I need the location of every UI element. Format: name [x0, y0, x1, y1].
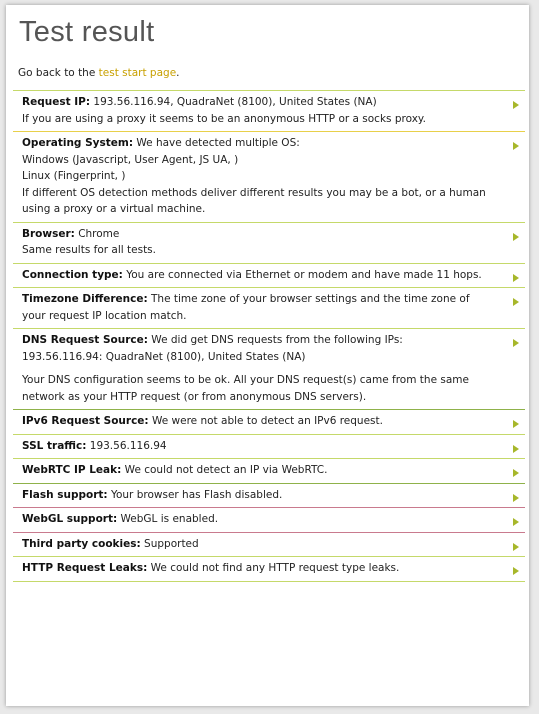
- row-text: [22, 267, 495, 284]
- row-value: Your browser has Flash disabled.: [110, 488, 283, 501]
- row-detail: Windows (Javascript, User Agent, JS UA, ): [22, 153, 239, 166]
- row-label: Timezone Difference:: [22, 293, 148, 305]
- row-detail: If different OS detection methods deliver different results you may be a bot, or a human using a proxy or a virtual machine.: [22, 186, 486, 215]
- row-text: [22, 94, 495, 111]
- row-label: SSL traffic:: [22, 439, 87, 452]
- row-flash-support[interactable]: [13, 484, 525, 509]
- row-detail: If you are using a proxy it seems to be an anonymous HTTP or a socks proxy.: [22, 112, 426, 125]
- expand-arrow-icon[interactable]: [513, 420, 519, 428]
- row-text: [22, 487, 495, 504]
- test-result-page: [6, 5, 529, 706]
- row-text: [22, 291, 495, 324]
- row-ipv6-request-source[interactable]: [13, 410, 525, 435]
- row-label: WebGL support:: [22, 513, 118, 525]
- row-value: 193.56.116.94, QuadraNet (8100), United States (NA): [93, 96, 377, 108]
- row-detail: Same results for all tests.: [22, 244, 156, 256]
- row-label: Third party cookies:: [22, 537, 141, 550]
- row-label: HTTP Request Leaks:: [22, 562, 148, 574]
- row-detail: Linux (Fingerprint, ): [22, 170, 126, 182]
- expand-arrow-icon[interactable]: [513, 298, 519, 306]
- intro-suffix: .: [176, 67, 180, 79]
- row-value: 193.56.116.94: [89, 439, 167, 452]
- row-value: We did get DNS requests from the following IPs:: [151, 334, 403, 346]
- expand-arrow-icon[interactable]: [513, 469, 519, 477]
- expand-arrow-icon[interactable]: [513, 494, 519, 502]
- row-label: DNS Request Source:: [22, 334, 148, 346]
- row-timezone-difference[interactable]: [13, 288, 525, 329]
- row-value: WebGL is enabled.: [120, 513, 219, 525]
- row-webgl-support[interactable]: [13, 508, 525, 533]
- expand-arrow-icon[interactable]: [513, 142, 519, 150]
- row-value: We have detected multiple OS:: [136, 137, 300, 149]
- row-spacer: [22, 365, 495, 372]
- row-label: WebRTC IP Leak:: [22, 464, 122, 476]
- test-start-page-link[interactable]: test start page: [98, 67, 177, 79]
- row-text: [22, 413, 495, 430]
- expand-arrow-icon[interactable]: [513, 274, 519, 282]
- row-dns-request-source[interactable]: [13, 329, 525, 410]
- intro-text: [18, 67, 180, 79]
- row-value: We could not detect an IP via WebRTC.: [124, 464, 328, 476]
- row-request-ip[interactable]: [13, 90, 525, 132]
- row-third-party-cookies[interactable]: [13, 533, 525, 558]
- row-text: [22, 135, 495, 152]
- row-value: The time zone of your browser settings and the time zone of your request IP location match.: [22, 293, 470, 322]
- expand-arrow-icon[interactable]: [513, 543, 519, 551]
- row-text: [22, 462, 495, 479]
- row-label: Browser:: [22, 227, 75, 240]
- expand-arrow-icon[interactable]: [513, 339, 519, 347]
- row-text: [22, 560, 495, 577]
- row-ssl-traffic[interactable]: [13, 435, 525, 460]
- expand-arrow-icon[interactable]: [513, 567, 519, 575]
- page-title: Test result: [19, 16, 155, 48]
- row-http-request-leaks[interactable]: [13, 557, 525, 582]
- expand-arrow-icon[interactable]: [513, 233, 519, 241]
- expand-arrow-icon[interactable]: [513, 518, 519, 526]
- expand-arrow-icon[interactable]: [513, 101, 519, 109]
- row-text: [22, 332, 495, 349]
- result-list: [13, 90, 525, 582]
- row-label: IPv6 Request Source:: [22, 415, 149, 427]
- row-value: Supported: [144, 537, 199, 550]
- row-label: Request IP:: [22, 96, 91, 108]
- row-browser[interactable]: [13, 223, 525, 264]
- row-text: [22, 438, 495, 455]
- row-text: [22, 536, 495, 553]
- row-value: You are connected via Ethernet or modem and have made 11 hops.: [126, 268, 482, 281]
- row-label: Connection type:: [22, 268, 123, 281]
- row-value: Chrome: [78, 227, 120, 240]
- row-label: Flash support:: [22, 488, 108, 501]
- intro-prefix: Go back to the: [18, 67, 99, 79]
- row-detail: 193.56.116.94: QuadraNet (8100), United States (NA): [22, 350, 306, 363]
- row-connection-type[interactable]: [13, 264, 525, 289]
- row-value: We were not able to detect an IPv6 request.: [151, 415, 383, 427]
- row-webrtc-ip-leak[interactable]: [13, 459, 525, 484]
- row-value: We could not find any HTTP request type leaks.: [150, 562, 400, 574]
- row-text: [22, 226, 495, 243]
- row-text: [22, 511, 495, 528]
- row-detail: Your DNS configuration seems to be ok. All your DNS request(s) came from the same network as your HTTP request (or from anonymous DNS servers).: [22, 374, 469, 403]
- expand-arrow-icon[interactable]: [513, 445, 519, 453]
- row-operating-system[interactable]: [13, 132, 525, 223]
- row-label: Operating System:: [22, 137, 134, 149]
